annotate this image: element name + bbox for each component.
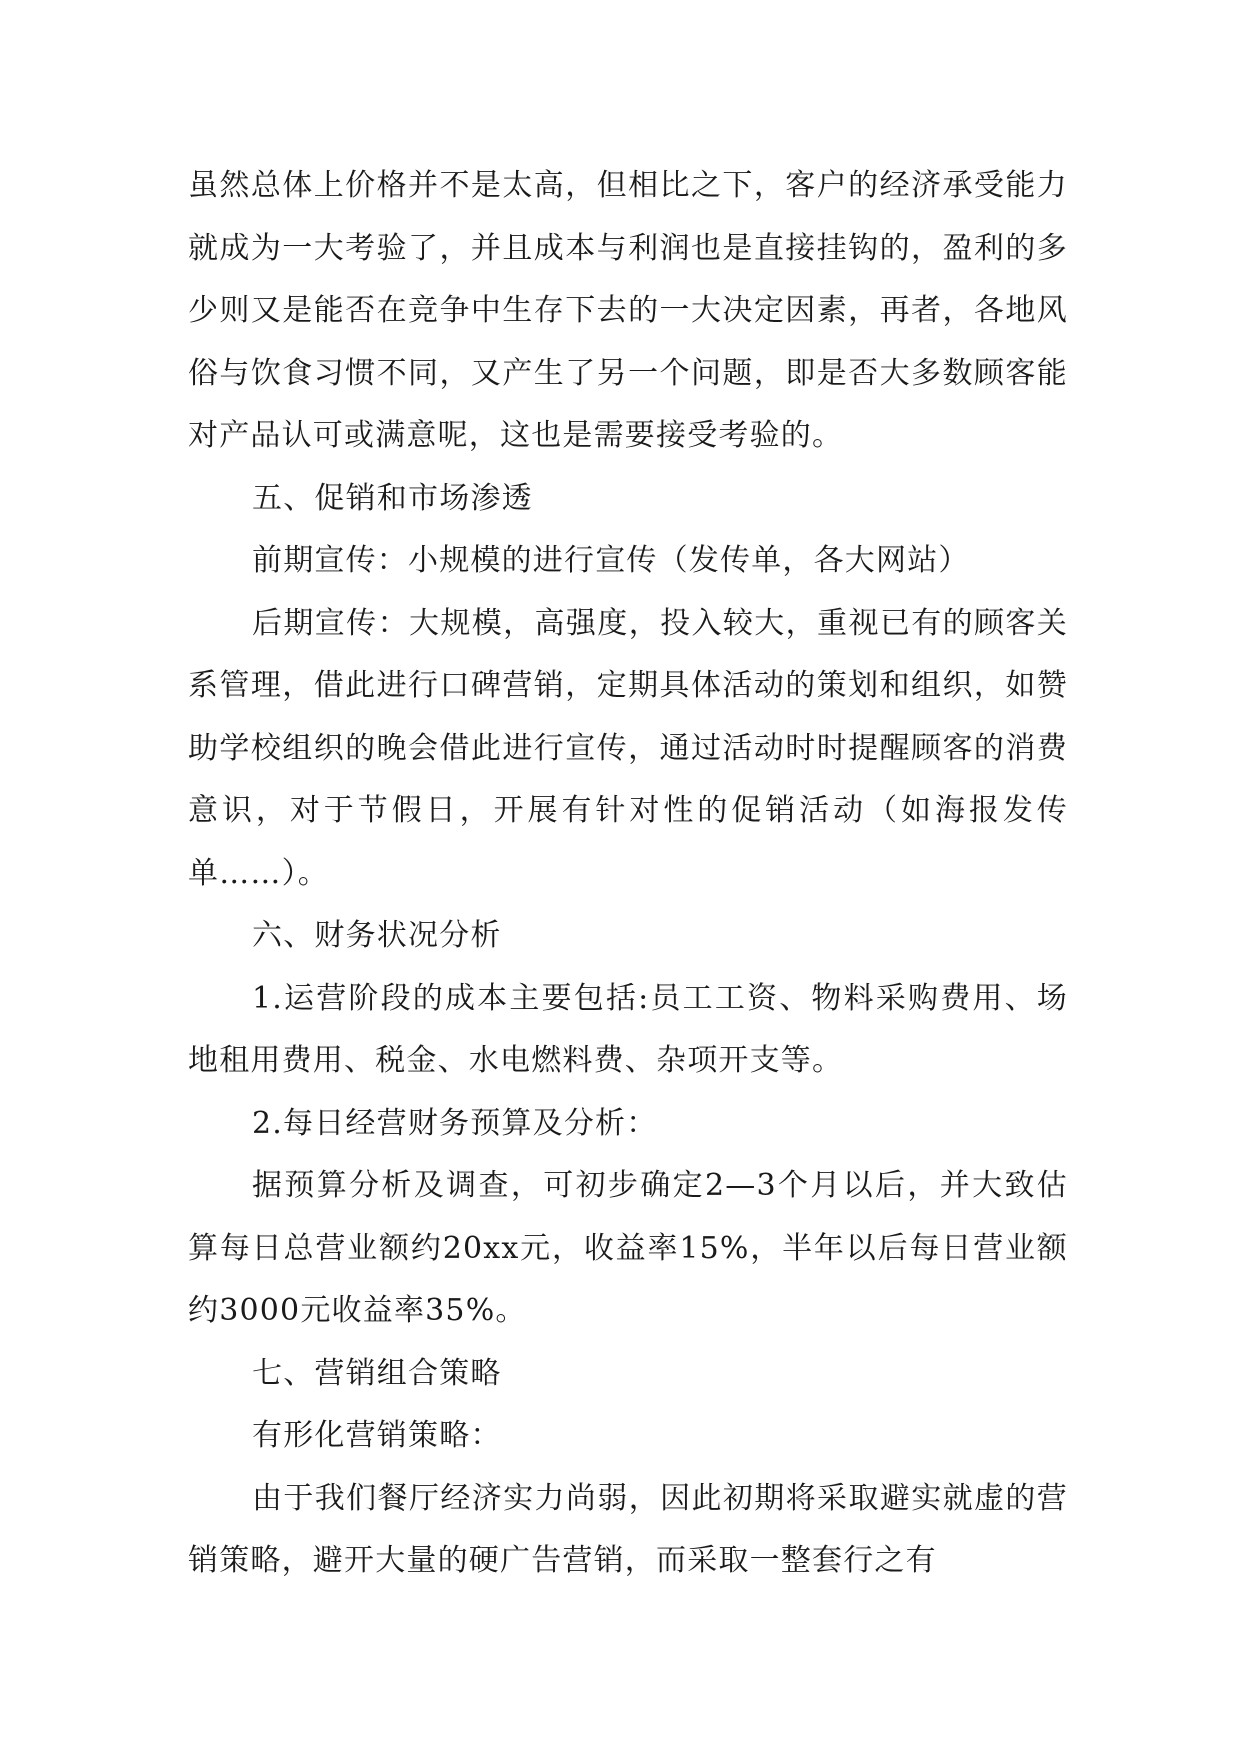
heading-promotion: 五、促销和市场渗透 [252, 480, 533, 516]
paragraph-budget-estimate: 据预算分析及调查，可初步确定2—3个月以后，并大致估算每日总营业额约20xx元，收益率15%，半年以后每日营业额约3000元收益率35%。 [188, 1168, 1068, 1328]
document-page [188, 155, 1068, 1593]
paragraph-strategy-detail: 由于我们餐厅经济实力尚弱，因此初期将采取避实就虚的营销策略，避开大量的硬广告营销，而采取一整套行之有 [188, 1480, 1068, 1578]
paragraph-early-promotion: 前期宣传：小规模的进行宣传（发传单，各大网站） [252, 543, 970, 578]
paragraph-later-promotion: 后期宣传：大规模，高强度，投入较大，重视已有的顾客关系管理，借此进行口碑营销，定期具体活动的策划和组织，如赞助学校组织的晚会借此进行宣传，通过活动时时提醒顾客的消费意识，对于节假日，开展有针对性的促销活动（如海报发传单……）。 [188, 605, 1068, 891]
paragraph-daily-budget-heading: 2.每日经营财务预算及分析： [252, 1105, 658, 1141]
paragraph-affordability: 虽然总体上价格并不是太高，但相比之下，客户的经济承受能力就成为一大考验了，并且成本与利润也是直接挂钩的，盈利的多少则又是能否在竞争中生存下去的一大决定因素，再者，各地风俗与饮食习惯不同，又产生了另一个问题，即是否大多数顾客能对产品认可或满意呢，这也是需要接受考验的。 [188, 168, 1068, 453]
paragraph-tangible-strategy: 有形化营销策略： [252, 1418, 502, 1453]
heading-marketing-mix: 七、营销组合策略 [252, 1355, 502, 1391]
paragraph-operating-costs: 1.运营阶段的成本主要包括:员工工资、物料采购费用、场地租用费用、税金、水电燃料费、杂项开支等。 [188, 980, 1068, 1078]
heading-financial-analysis: 六、财务状况分析 [252, 918, 502, 953]
